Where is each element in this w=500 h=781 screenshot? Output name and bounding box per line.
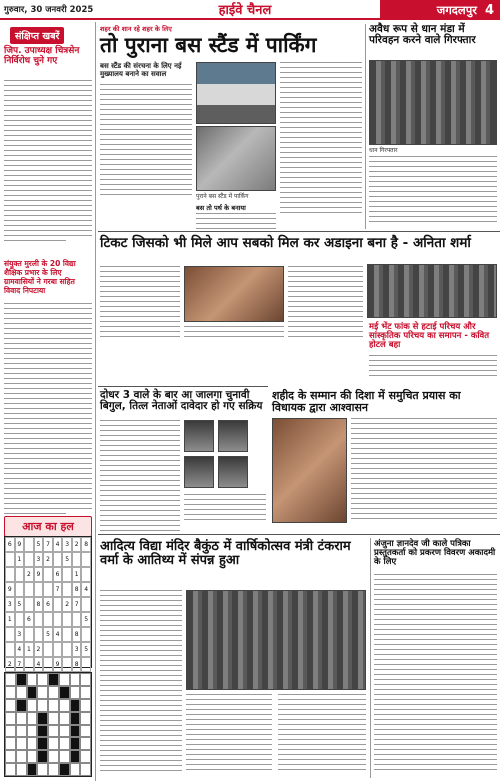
lead-deck: बस स्टैंड की संरचना के लिए नई मुख्यालय बनाने का सवाल <box>100 62 182 79</box>
crossword-cell <box>16 725 27 738</box>
crossword-cell <box>16 673 27 686</box>
crossword-cell <box>80 686 91 699</box>
sudoku-cell <box>24 582 34 597</box>
crossword-cell <box>80 673 91 686</box>
third-col1-text <box>100 420 180 535</box>
crossword-cell <box>70 737 81 750</box>
right-bottom-text <box>374 574 497 774</box>
brief1-headline: जिप. उपाध्यक्ष चित्रसेन निर्विरोध चुने गए <box>4 46 80 67</box>
third-portrait-2 <box>218 420 248 452</box>
lead-photo-parking <box>196 126 276 191</box>
sudoku-cell <box>81 657 91 672</box>
sudoku-cell <box>43 657 53 672</box>
brief2-text <box>4 303 92 518</box>
crossword-cell <box>70 750 81 763</box>
sudoku-cell: 9 <box>53 657 63 672</box>
sudoku-cell: 5 <box>62 552 72 567</box>
crossword-grid <box>4 672 92 777</box>
crossword-cell <box>48 699 59 712</box>
sudoku-cell: 6 <box>43 597 53 612</box>
bottom-lead-headline: आदित्य विद्या मंदिर बैकुंठ में वार्षिकोत्सव मंत्री टंकराम वर्मा के आतिथ्य में संपन्न हुआ <box>100 539 351 568</box>
sudoku-cell <box>53 552 63 567</box>
bottom-col3-text <box>278 694 366 774</box>
sudoku-cell: 4 <box>53 627 63 642</box>
crossword-cell <box>37 763 48 776</box>
sudoku-cell <box>34 612 44 627</box>
right-mid-photo <box>367 264 497 318</box>
crossword-cell <box>80 750 91 763</box>
sudoku-cell: 1 <box>15 552 25 567</box>
middle-col1-text <box>100 266 180 341</box>
middle-headline: टिकट जिसको भी मिले आप सबको मिल कर अडाइना बना है - अनिता शर्मा <box>100 235 471 251</box>
lead-photo-caption: पुराने बस स्टैंड में पार्किंग <box>196 193 249 200</box>
sudoku-cell <box>53 642 63 657</box>
section-divider-3 <box>98 534 500 535</box>
sudoku-cell: 5 <box>15 597 25 612</box>
sudoku-cell: 3 <box>62 537 72 552</box>
brief2-headline: संयुक्त मुरली के 20 विद्या शैक्षिक प्रभार के लिए ग्रामवासियों ने गरबा सहित विवाद निपटाया <box>4 259 76 295</box>
crossword-cell <box>16 712 27 725</box>
sudoku-cell: 7 <box>15 657 25 672</box>
issue-date: गुरुवार, 30 जनवरी 2025 <box>4 5 94 15</box>
crossword-cell <box>37 686 48 699</box>
sudoku-cell <box>24 627 34 642</box>
sudoku-cell: 8 <box>72 582 82 597</box>
sudoku-cell: 6 <box>24 612 34 627</box>
third-col2-text <box>184 494 266 524</box>
sudoku-cell <box>5 552 15 567</box>
right-top-headline: अवैध रूप से धान मंडा में परिवहन करने वाले गिरफ्तार <box>369 23 476 47</box>
sudoku-cell: 7 <box>43 537 53 552</box>
crossword-cell <box>59 699 70 712</box>
column-divider <box>365 24 366 229</box>
sudoku-cell: 7 <box>53 582 63 597</box>
crossword-cell <box>70 673 81 686</box>
sudoku-cell: 5 <box>34 537 44 552</box>
crossword-cell <box>37 699 48 712</box>
sudoku-cell: 8 <box>72 627 82 642</box>
sudoku-cell: 8 <box>34 597 44 612</box>
crossword-cell <box>5 725 16 738</box>
sudoku-cell: 2 <box>43 552 53 567</box>
sudoku-cell <box>24 597 34 612</box>
fourth-photo <box>272 418 347 523</box>
crossword-cell <box>48 686 59 699</box>
sudoku-cell <box>24 537 34 552</box>
crossword-cell <box>5 673 16 686</box>
sudoku-cell <box>62 627 72 642</box>
sudoku-cell <box>62 582 72 597</box>
crossword-cell <box>70 725 81 738</box>
sudoku-cell <box>53 612 63 627</box>
crossword-cell <box>5 763 16 776</box>
crossword-cell <box>80 699 91 712</box>
crossword-cell <box>16 686 27 699</box>
right-top-text <box>369 156 497 226</box>
sudoku-cell <box>5 642 15 657</box>
crossword-cell <box>37 750 48 763</box>
sudoku-cell: 1 <box>24 642 34 657</box>
sudoku-cell: 8 <box>81 537 91 552</box>
sudoku-cell: 4 <box>34 657 44 672</box>
third-portrait-4 <box>218 456 248 488</box>
crossword-cell <box>48 737 59 750</box>
crossword-cell <box>16 750 27 763</box>
sudoku-cell: 5 <box>81 642 91 657</box>
brief1-text <box>4 80 92 245</box>
crossword-cell <box>16 737 27 750</box>
sudoku-cell <box>81 567 91 582</box>
sudoku-cell: 2 <box>34 642 44 657</box>
section-divider <box>98 231 500 232</box>
sudoku-cell <box>72 612 82 627</box>
fourth-headline: शहीद के सम्मान की दिशा में समुचित प्रयास का विधायक द्वारा आश्वासन <box>272 389 461 414</box>
newspaper-title: हाईवे चैनल <box>218 3 272 18</box>
crossword-cell <box>48 763 59 776</box>
crossword-cell <box>27 673 38 686</box>
right-mid-headline: मई भेंट फांक से हटाई परिचय और सांस्कृतिक परिचय का समापन - कवित होटल बहा <box>369 322 490 350</box>
lead-col1-text <box>100 84 192 199</box>
crossword-cell <box>27 763 38 776</box>
crossword-cell <box>59 750 70 763</box>
crossword-cell <box>48 750 59 763</box>
crossword-cell <box>48 725 59 738</box>
sudoku-cell <box>15 582 25 597</box>
crossword-cell <box>5 712 16 725</box>
sudoku-cell <box>62 642 72 657</box>
crossword-cell <box>48 673 59 686</box>
sudoku-cell <box>53 597 63 612</box>
crossword-cell <box>59 763 70 776</box>
sudoku-cell <box>62 567 72 582</box>
right-top-caption: धान गिरफ्तार <box>369 147 398 154</box>
crossword-cell <box>80 725 91 738</box>
crossword-cell <box>16 699 27 712</box>
middle-col3-text <box>288 266 363 341</box>
crossword-cell <box>37 712 48 725</box>
crossword-cell <box>5 737 16 750</box>
sudoku-cell <box>62 612 72 627</box>
sudoku-cell: 2 <box>24 567 34 582</box>
crossword-cell <box>70 686 81 699</box>
sudoku-cell <box>5 627 15 642</box>
sudoku-cell <box>72 552 82 567</box>
lead-col3-text <box>280 62 362 217</box>
third-portrait-3 <box>184 456 214 488</box>
page-number: 4 <box>484 3 494 18</box>
sudoku-cell <box>81 597 91 612</box>
crossword-cell <box>59 686 70 699</box>
sudoku-cell <box>43 567 53 582</box>
sudoku-cell: 3 <box>72 642 82 657</box>
crossword-cell <box>37 673 48 686</box>
sudoku-cell: 2 <box>62 597 72 612</box>
sudoku-cell: 5 <box>43 627 53 642</box>
crossword-cell <box>16 763 27 776</box>
sudoku-cell: 2 <box>72 537 82 552</box>
sudoku-cell: 2 <box>5 657 15 672</box>
crossword-cell <box>5 750 16 763</box>
sudoku-cell <box>24 552 34 567</box>
middle-photo <box>184 266 284 322</box>
section-name: जगदलपुर <box>436 3 477 17</box>
sudoku-cell <box>5 567 15 582</box>
third-headline: दोधर 3 वाले के बार आ जालगा चुनावी बिगुल, तित्ल नेताओं दावेदार हो गए सक्रिय <box>100 389 263 413</box>
sudoku-cell <box>15 612 25 627</box>
section-divider-2 <box>98 386 268 387</box>
fourth-text <box>351 418 497 523</box>
crossword-cell <box>59 712 70 725</box>
lead-photo-bus <box>196 62 276 124</box>
sudoku-cell: 3 <box>34 552 44 567</box>
third-portrait-1 <box>184 420 214 452</box>
sudoku-cell <box>15 567 25 582</box>
sudoku-cell: 4 <box>81 582 91 597</box>
crossword-cell <box>80 737 91 750</box>
sudoku-cell <box>81 627 91 642</box>
crossword-cell <box>48 712 59 725</box>
lead-col2b-text <box>196 213 276 233</box>
column-divider-2 <box>370 538 371 778</box>
crossword-cell <box>5 686 16 699</box>
sudoku-cell: 1 <box>5 612 15 627</box>
sudoku-cell <box>43 612 53 627</box>
sudoku-cell: 6 <box>53 567 63 582</box>
lead-kicker: शहर की शान रहे शहर के लिए <box>100 25 172 33</box>
sudoku-cell <box>34 582 44 597</box>
crossword-cell <box>27 712 38 725</box>
puzzle-heading: आज का हल <box>4 516 92 537</box>
sudoku-cell: 6 <box>5 537 15 552</box>
crossword-cell <box>27 686 38 699</box>
crossword-cell <box>59 673 70 686</box>
sudoku-cell: 8 <box>72 657 82 672</box>
crossword-cell <box>27 699 38 712</box>
lead-headline: तो पुराना बस स्टैंड में पार्किंग <box>100 33 317 57</box>
crossword-cell <box>37 737 48 750</box>
bottom-col1-text <box>100 590 182 775</box>
sudoku-cell: 5 <box>81 612 91 627</box>
crossword-cell <box>80 712 91 725</box>
sudoku-grid <box>4 536 92 668</box>
crossword-cell <box>59 737 70 750</box>
sudoku-cell: 9 <box>5 582 15 597</box>
sudoku-cell: 4 <box>15 642 25 657</box>
bottom-col2-text <box>186 694 272 774</box>
section-banner <box>380 0 500 20</box>
sudoku-cell <box>43 582 53 597</box>
crossword-cell <box>70 699 81 712</box>
lead-side-kicker: बस तो पर्थ के बनाया <box>196 204 246 212</box>
sudoku-cell <box>24 657 34 672</box>
sudoku-cell: 1 <box>72 567 82 582</box>
bottom-lead-photo <box>186 590 366 690</box>
crossword-cell <box>37 725 48 738</box>
sudoku-cell <box>81 552 91 567</box>
crossword-cell <box>59 725 70 738</box>
sudoku-cell: 9 <box>15 537 25 552</box>
sudoku-cell: 3 <box>15 627 25 642</box>
crossword-cell <box>70 763 81 776</box>
briefs-heading: संक्षिप्त खबरें <box>10 27 64 44</box>
right-bottom-headline: अंजुना ज्ञानदेव जी काले पत्रिका प्रस्तुतकर्ता को प्रकरण विवरण अकादमी के लिए <box>374 539 496 567</box>
sudoku-cell: 3 <box>5 597 15 612</box>
crossword-cell <box>5 699 16 712</box>
sudoku-cell: 4 <box>53 537 63 552</box>
crossword-cell <box>70 712 81 725</box>
crossword-cell <box>27 750 38 763</box>
crossword-cell <box>80 763 91 776</box>
sudoku-cell: 7 <box>72 597 82 612</box>
sudoku-cell <box>34 627 44 642</box>
sudoku-cell: 9 <box>34 567 44 582</box>
crossword-cell <box>27 737 38 750</box>
sudoku-cell <box>62 657 72 672</box>
right-mid-text <box>369 355 497 380</box>
middle-col2-text <box>184 326 284 341</box>
sudoku-cell <box>43 642 53 657</box>
right-top-photo <box>369 60 497 145</box>
crossword-cell <box>27 725 38 738</box>
